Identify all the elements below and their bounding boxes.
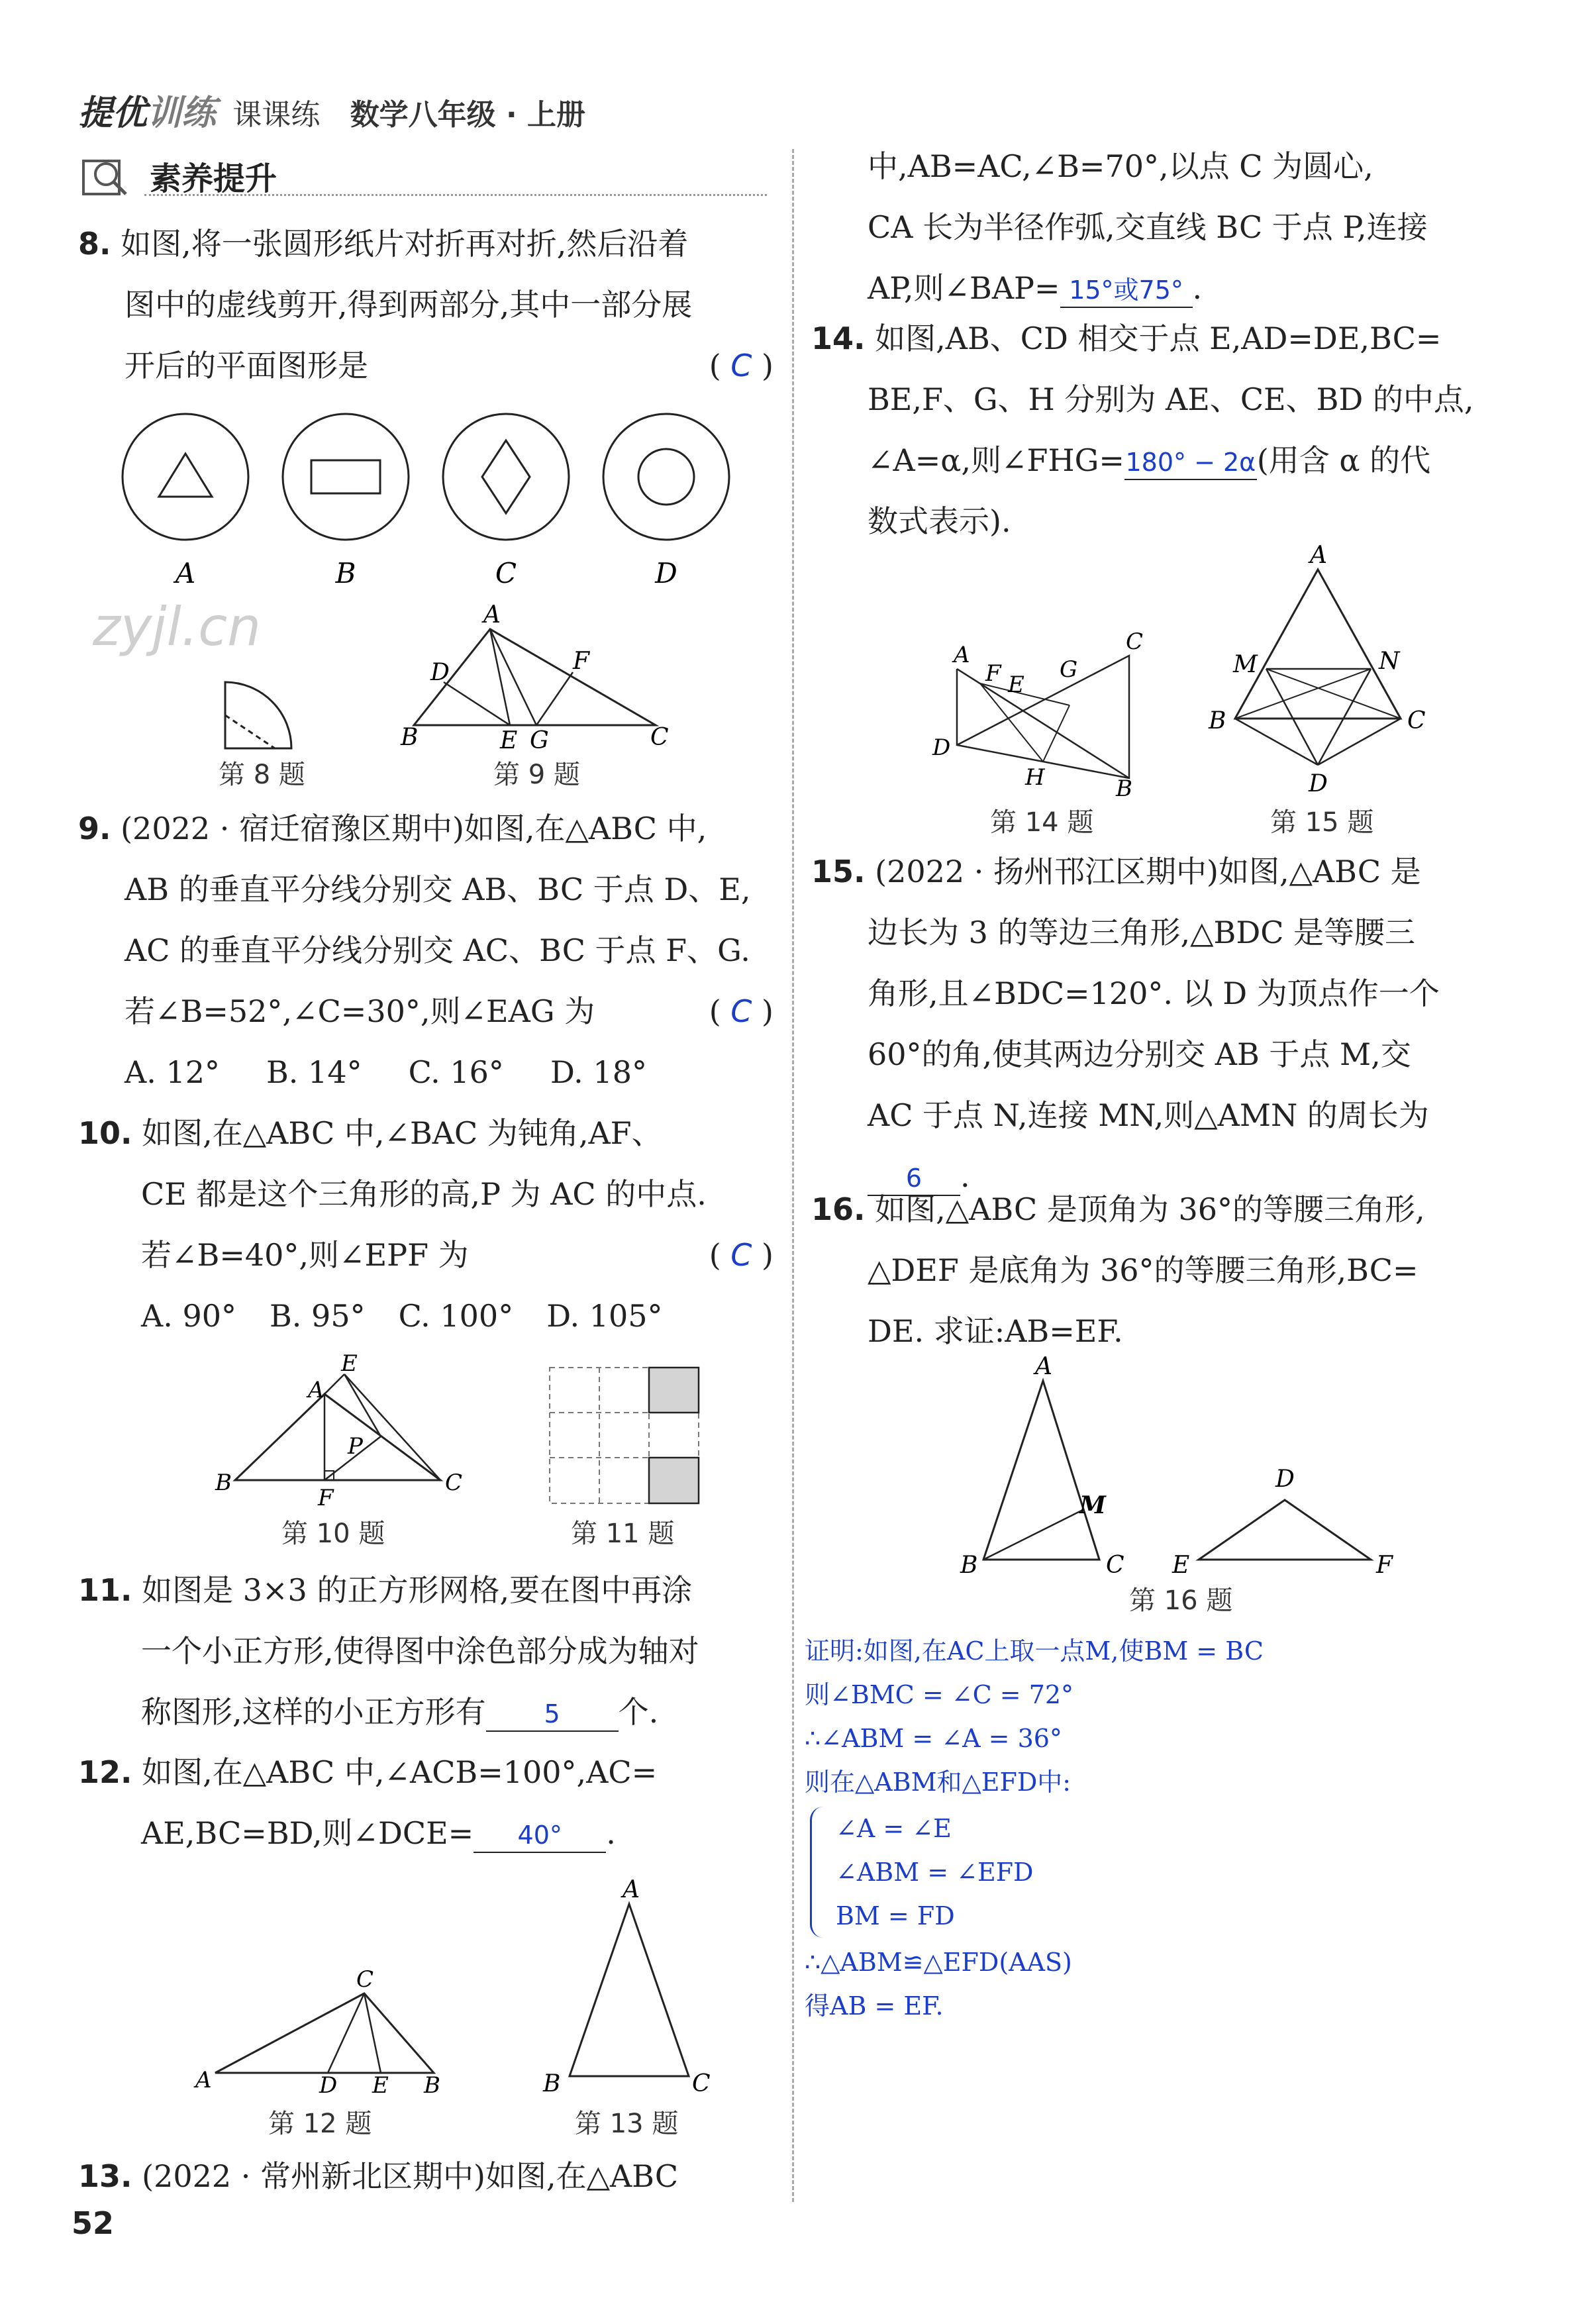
point-label: E <box>341 1354 358 1377</box>
point-label: E <box>1172 1552 1190 1579</box>
question-number: 13. <box>78 2158 132 2194</box>
question-number: 16. <box>811 1191 866 1227</box>
point-label: F <box>318 1485 334 1511</box>
question-text: 如图,在△ABC 中,∠ACB=100°,AC= <box>142 1754 658 1790</box>
question-text: . <box>1192 270 1203 306</box>
q16-figure <box>947 1351 1411 1583</box>
section-header <box>78 149 767 205</box>
answer-blank: 6 <box>868 1162 960 1196</box>
question-text: (2022 · 扬州邗江区期中)如图,△ABC 是 <box>875 854 1421 889</box>
point-label: F <box>573 648 589 675</box>
question-text: 如图,AB、CD 相交于点 E,AD=DE,BC= <box>875 321 1442 356</box>
point-label: C <box>1407 707 1426 734</box>
answer-blank: 40° <box>474 1819 606 1853</box>
option-label: C <box>495 557 517 589</box>
point-label: P <box>348 1433 363 1460</box>
question-text: 若∠B=52°,∠C=30°,则∠EAG 为 <box>125 993 595 1029</box>
question-8 <box>78 213 773 396</box>
point-label: C <box>1126 629 1144 655</box>
question-text: 中,AB=AC,∠B=70°,以点 C 为圆心, <box>868 148 1373 184</box>
proof-line: ∴△ABM≌△EFD(AAS) <box>805 1948 1072 1977</box>
proof-line: 证明:如图,在AC上取一点M,使BM = BC <box>805 1636 1264 1666</box>
figure-caption: 第 12 题 <box>268 2109 372 2139</box>
question-text: 称图形,这样的小正方形有 <box>141 1694 486 1730</box>
proof-line: 则∠BMC = ∠C = 72° <box>805 1680 1074 1709</box>
answer-blank: 180° − 2α <box>1124 446 1257 480</box>
point-label: B <box>543 2070 561 2097</box>
figure-caption: 第 16 题 <box>1129 1585 1233 1616</box>
brand-name-a: 提优 <box>78 93 148 133</box>
section-rule <box>144 194 767 196</box>
point-label: M <box>1233 651 1258 678</box>
brand-name-b: 训练 <box>147 93 217 133</box>
option-label: D <box>655 557 677 589</box>
question-text: 开后的平面图形是 <box>125 348 368 383</box>
question-14 <box>811 308 1540 552</box>
option-d-figure <box>603 414 729 540</box>
q12-figure <box>192 1960 457 2093</box>
question-text: 个. <box>618 1694 659 1730</box>
question-text: . <box>960 1158 970 1194</box>
point-label: C <box>650 724 669 751</box>
option-c-figure <box>443 414 569 540</box>
watermark: zyjl.cn <box>93 596 261 658</box>
q15-figure <box>1192 543 1444 801</box>
option-row <box>78 1285 773 1346</box>
point-label: B <box>1209 707 1226 734</box>
question-text: (2022 · 常州新北区期中)如图,在△ABC <box>142 2158 679 2194</box>
page-header <box>78 85 585 134</box>
question-text: 一个小正方形,使得图中涂色部分成为轴对 <box>141 1633 699 1669</box>
question-text: △DEF 是底角为 36°的等腰三角形,BC= <box>868 1252 1419 1288</box>
option: A. 12° <box>125 1054 220 1090</box>
q8-option-figures <box>113 404 748 596</box>
proof-system <box>810 1807 1533 1938</box>
point-label: E <box>1008 672 1024 698</box>
handwritten-proof <box>805 1629 1533 2028</box>
proof-line: ∴∠ABM = ∠A = 36° <box>805 1724 1062 1753</box>
option: D. 105° <box>546 1298 663 1334</box>
question-number: 10. <box>78 1115 132 1151</box>
point-label: H <box>1025 764 1045 791</box>
question-text: CA 长为半径作弧,交直线 BC 于点 P,连接 <box>868 209 1428 245</box>
option: C. 100° <box>398 1298 514 1334</box>
figure-caption: 第 14 题 <box>990 807 1094 838</box>
answer-blank: 5 <box>486 1697 619 1732</box>
series-name: 课课练 <box>232 98 321 132</box>
column-divider <box>792 149 794 2202</box>
option: C. 16° <box>408 1054 504 1090</box>
point-label: A <box>623 1876 640 1903</box>
point-label: B <box>215 1470 232 1496</box>
question-text: DE. 求证:AB=EF. <box>868 1313 1123 1349</box>
section-icon <box>78 149 138 202</box>
question-text: 60°的角,使其两边分别交 AB 于点 M,交 <box>868 1036 1411 1072</box>
proof-line: BM = FD <box>836 1901 955 1930</box>
question-10 <box>78 1103 773 1346</box>
question-16 <box>811 1179 1540 1362</box>
question-text: 如图是 3×3 的正方形网格,要在图中再涂 <box>142 1572 693 1608</box>
point-label: D <box>1275 1466 1295 1493</box>
option-row <box>78 1042 773 1103</box>
question-text: 角形,且∠BDC=120°. 以 D 为顶点作一个 <box>868 976 1440 1011</box>
point-label: C <box>445 1470 463 1496</box>
answer-blank: 15°或75° <box>1060 274 1193 308</box>
subject-title: 数学八年级 · 上册 <box>350 98 586 132</box>
answer-bracket: ( C ) <box>709 348 773 383</box>
q14-figure <box>927 629 1166 808</box>
question-text: 数式表示). <box>868 503 1011 539</box>
question-text: 边长为 3 的等边三角形,△BDC 是等腰三 <box>868 915 1416 950</box>
proof-line: 则在△ABM和△EFD中: <box>805 1768 1072 1797</box>
question-text: 如图,将一张圆形纸片对折再对折,然后沿着 <box>121 226 689 262</box>
point-label: G <box>1060 656 1078 683</box>
point-label: M <box>1079 1491 1106 1519</box>
answer-bracket: ( C ) <box>709 993 773 1029</box>
point-label: C <box>356 1966 374 1993</box>
point-label: D <box>932 734 951 761</box>
question-9 <box>78 798 773 1103</box>
question-number: 15. <box>811 854 866 889</box>
figure-caption: 第 10 题 <box>281 1519 385 1549</box>
question-text: 若∠B=40°,则∠EPF 为 <box>141 1237 469 1273</box>
answer: C <box>730 1237 752 1273</box>
point-label: G <box>530 727 549 754</box>
question-13-cont <box>868 136 1536 319</box>
point-label: B <box>424 2072 440 2093</box>
question-text: 如图,△ABC 是顶角为 36°的等腰三角形, <box>875 1191 1425 1227</box>
point-label: F <box>985 660 1001 687</box>
question-number: 9. <box>78 811 111 846</box>
figure-caption: 第 8 题 <box>219 760 305 790</box>
point-label: B <box>1116 776 1132 802</box>
question-text: 图中的虚线剪开,得到两部分,其中一部分展 <box>125 287 693 323</box>
q11-grid-figure <box>546 1364 705 1510</box>
q9-figure <box>397 599 675 758</box>
shaded-square <box>649 1368 699 1413</box>
option: D. 18° <box>550 1054 647 1090</box>
question-text: ∠A=α,则∠FHG= <box>868 442 1124 478</box>
question-text: AB 的垂直平分线分别交 AB、BC 于点 D、E, <box>125 872 751 907</box>
figure-caption: 第 15 题 <box>1270 807 1374 838</box>
question-text: AE,BC=BD,则∠DCE= <box>141 1815 474 1851</box>
question-number: 14. <box>811 321 866 356</box>
answer: C <box>730 348 752 383</box>
section-title: 素养提升 <box>150 160 277 197</box>
point-label: B <box>401 724 419 751</box>
question-15 <box>811 841 1540 1207</box>
point-label: A <box>1035 1353 1052 1380</box>
figure-caption: 第 11 题 <box>571 1519 675 1549</box>
question-text: (用含 α 的代 <box>1256 442 1431 478</box>
question-text: AC 于点 N,连接 MN,则△AMN 的周长为 <box>868 1097 1429 1133</box>
point-label: E <box>500 727 518 754</box>
question-11 <box>78 1560 773 1742</box>
point-label: B <box>960 1552 978 1579</box>
point-label: C <box>1106 1552 1124 1579</box>
proof-line: ∠A = ∠E <box>836 1814 952 1843</box>
option: B. 95° <box>270 1298 366 1334</box>
point-label: D <box>1309 770 1328 797</box>
option-label: A <box>175 557 196 589</box>
question-text: CE 都是这个三角形的高,P 为 AC 的中点. <box>141 1176 707 1212</box>
point-label: D <box>430 659 450 686</box>
point-label: A <box>954 642 970 668</box>
point-label: E <box>372 2072 389 2093</box>
question-text: BE,F、G、H 分别为 AE、CE、BD 的中点, <box>868 381 1474 417</box>
proof-line: 得AB = EF. <box>805 1991 944 2021</box>
point-label: C <box>692 2070 711 2097</box>
answer-bracket: ( C ) <box>709 1237 773 1273</box>
point-label: A <box>195 2067 212 2093</box>
q13-figure <box>530 1874 728 2106</box>
option: B. 14° <box>266 1054 362 1090</box>
question-13-start <box>78 2146 773 2207</box>
question-text: . <box>606 1815 616 1851</box>
answer: C <box>730 993 752 1029</box>
option-label: B <box>335 557 356 589</box>
point-label: D <box>319 2072 338 2093</box>
option-b-figure <box>283 414 409 540</box>
point-label: A <box>1310 543 1327 569</box>
option-a-figure <box>123 414 248 540</box>
page-number: 52 <box>72 2205 115 2241</box>
shaded-square <box>649 1458 699 1503</box>
question-text: AC 的垂直平分线分别交 AC、BC 于点 F、G. <box>125 932 750 968</box>
question-text: 如图,在△ABC 中,∠BAC 为钝角,AF、 <box>142 1115 662 1151</box>
question-number: 8. <box>78 226 111 262</box>
option: A. 90° <box>141 1298 236 1334</box>
point-label: N <box>1379 648 1400 675</box>
question-text: AP,则∠BAP= <box>868 270 1060 306</box>
question-text: (2022 · 宿迁宿豫区期中)如图,在△ABC 中, <box>121 811 707 846</box>
figure-caption: 第 9 题 <box>493 760 580 790</box>
point-label: A <box>483 601 501 628</box>
q10-figure <box>205 1354 470 1513</box>
proof-line: ∠ABM = ∠EFD <box>836 1858 1034 1887</box>
question-number: 11. <box>78 1572 132 1608</box>
figure-caption: 第 13 题 <box>575 2109 679 2139</box>
question-number: 12. <box>78 1754 132 1790</box>
point-label: A <box>308 1377 324 1403</box>
point-label: F <box>1376 1552 1393 1579</box>
question-12 <box>78 1742 773 1864</box>
